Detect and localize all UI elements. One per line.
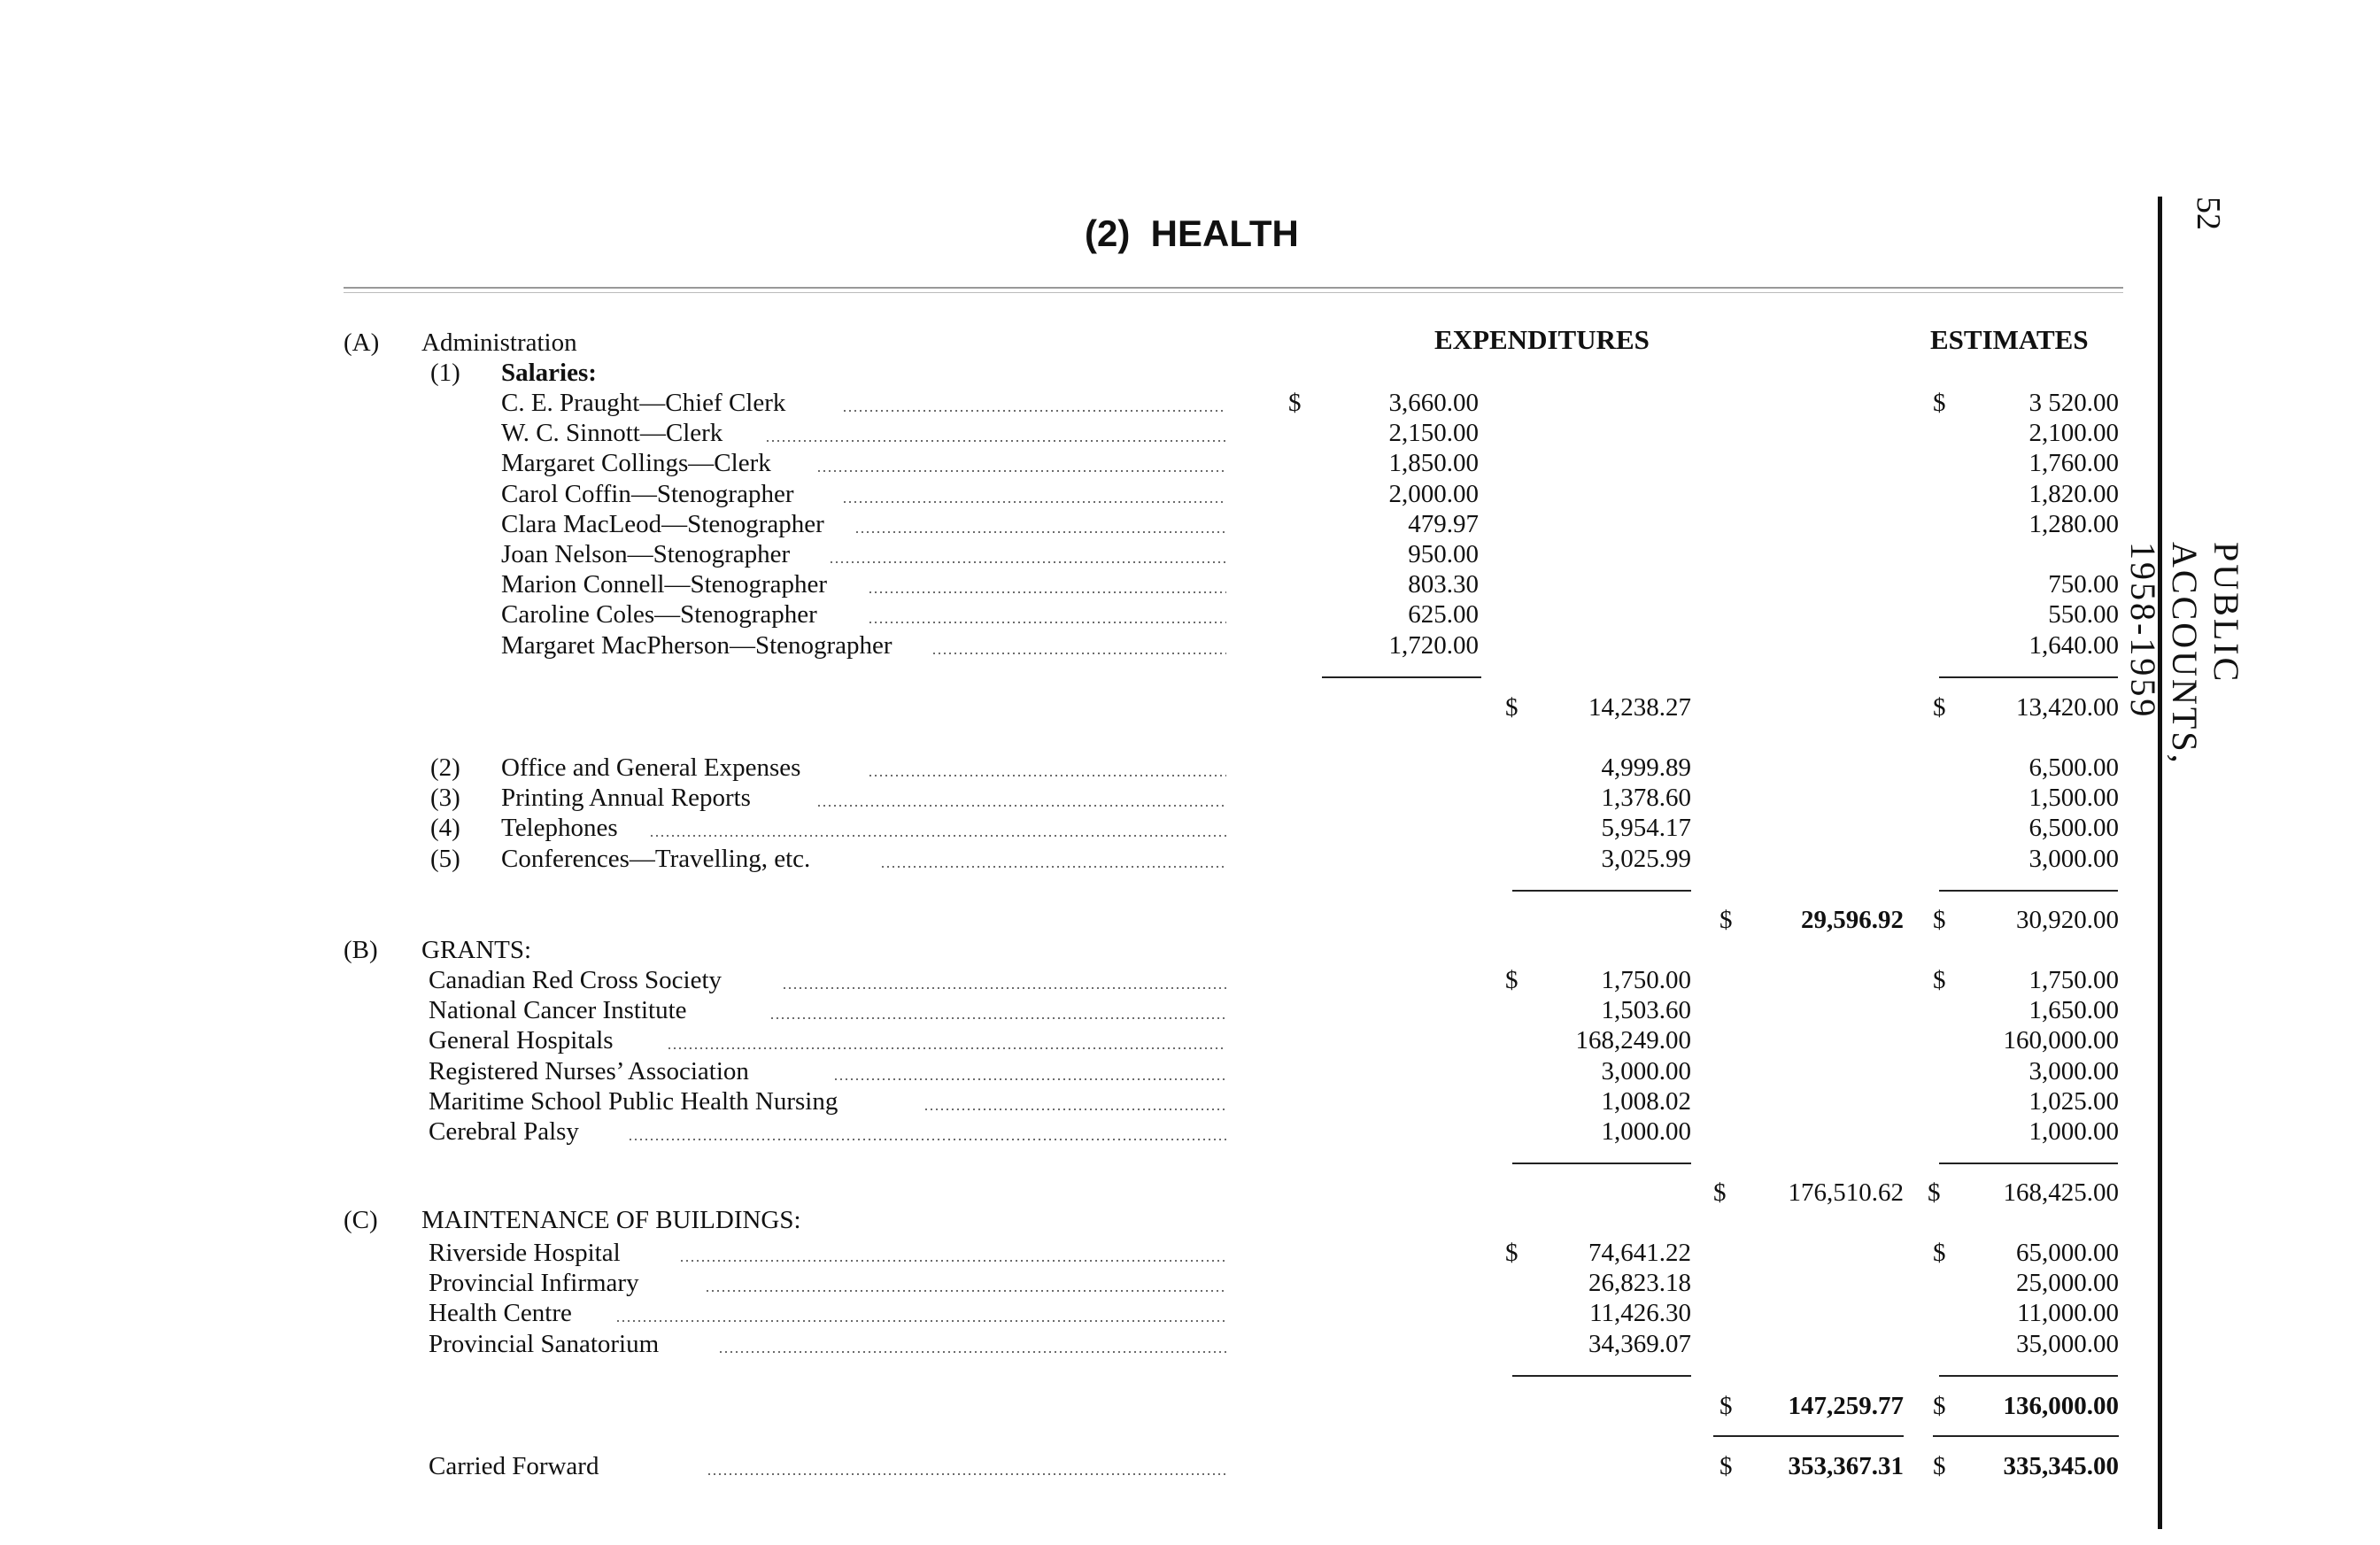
salaries-label: Salaries: — [501, 359, 597, 387]
building-leader — [615, 1320, 1226, 1322]
section-b-marker: (B) — [344, 936, 378, 964]
grant-name: Cerebral Palsy — [429, 1117, 579, 1146]
maintenance-total-exp: 147,259.77 — [1788, 1392, 1904, 1420]
salary-est: 1,640.00 — [2028, 630, 2119, 660]
salary-name: Clara MacLeod—Stenographer — [501, 509, 824, 538]
salary-est: 1,820.00 — [2028, 479, 2119, 508]
grants-exp-rule — [1512, 1163, 1691, 1164]
maintenance-total-est: 136,000.00 — [2003, 1392, 2119, 1420]
admin-est-rule — [1939, 890, 2118, 892]
admin-exp-rule — [1512, 890, 1691, 892]
grant-leader — [667, 1047, 1226, 1049]
grant-exp: 168,249.00 — [1575, 1026, 1691, 1055]
carried-forward-est: 335,345.00 — [2003, 1452, 2119, 1480]
salary-exp: 950.00 — [1408, 540, 1479, 568]
salary-leader — [868, 591, 1226, 593]
estimates-header: ESTIMATES — [1930, 324, 2089, 355]
grant-exp-symbol: $ — [1505, 966, 1518, 994]
salary-leader — [842, 410, 1226, 412]
salary-name: Marion Connell—Stenographer — [501, 570, 828, 599]
salary-name: Margaret MacPherson—Stenographer — [501, 630, 892, 660]
admin-item-exp: 4,999.89 — [1601, 753, 1691, 782]
salary-leader — [868, 622, 1226, 623]
expenditures-header: EXPENDITURES — [1434, 324, 1650, 355]
grant-est: 3,000.00 — [2028, 1056, 2119, 1085]
salary-est-symbol: $ — [1933, 389, 1946, 417]
salaries-total-exp-symbol: $ — [1505, 693, 1518, 722]
building-name: Health Centre — [429, 1299, 572, 1328]
salary-est: 1,280.00 — [2028, 509, 2119, 538]
salary-exp: 625.00 — [1408, 600, 1479, 630]
section-c-marker: (C) — [344, 1206, 378, 1234]
title-rule — [344, 287, 2123, 289]
salary-est: 2,100.00 — [2028, 419, 2119, 448]
salary-exp: 803.30 — [1408, 570, 1479, 599]
building-name: Provincial Sanatorium — [429, 1329, 660, 1358]
salaries-est-rule — [1939, 676, 2118, 678]
salaries-marker: (1) — [430, 359, 460, 387]
grant-est: 1,025.00 — [2028, 1086, 2119, 1116]
salary-exp: 1,850.00 — [1388, 449, 1479, 478]
forward-est-rule — [1933, 1435, 2119, 1437]
page-number: 52 — [2190, 197, 2227, 230]
grants-total-exp-symbol: $ — [1713, 1178, 1727, 1207]
salary-leader — [765, 440, 1226, 442]
admin-item-est: 1,500.00 — [2028, 784, 2119, 813]
carried-forward-est-symbol: $ — [1933, 1452, 1946, 1480]
salary-name: W. C. Sinnott—Clerk — [501, 419, 723, 448]
building-est: 25,000.00 — [2016, 1269, 2119, 1298]
salary-exp: 1,720.00 — [1388, 630, 1479, 660]
building-exp: 26,823.18 — [1588, 1269, 1691, 1298]
building-exp: 11,426.30 — [1589, 1299, 1691, 1328]
salaries-total-est: 13,420.00 — [2016, 693, 2119, 722]
grant-name: Maritime School Public Health Nursing — [429, 1086, 838, 1116]
salaries-total-exp: 14,238.27 — [1588, 693, 1691, 722]
salaries-exp-rule — [1322, 676, 1481, 678]
running-title: PUBLIC ACCOUNTS, 1958-1959 — [2123, 542, 2246, 766]
grant-est: 1,750.00 — [2028, 966, 2119, 994]
salary-name: Carol Coffin—Stenographer — [501, 479, 794, 508]
section-a-label: Administration — [421, 328, 577, 357]
building-leader — [679, 1260, 1226, 1262]
admin-item-est: 6,500.00 — [2028, 753, 2119, 782]
admin-item-leader — [868, 775, 1226, 776]
salaries-total-est-symbol: $ — [1933, 693, 1946, 722]
admin-item-est: 6,500.00 — [2028, 814, 2119, 843]
grant-leader — [769, 1017, 1226, 1019]
admin-item-name: Printing Annual Reports — [501, 784, 751, 813]
admin-item-leader — [816, 805, 1226, 807]
building-est: 65,000.00 — [2016, 1239, 2119, 1267]
salary-exp: 479.97 — [1408, 509, 1479, 538]
section-a-marker: (A) — [344, 328, 380, 357]
admin-item-name: Conferences—Travelling, etc. — [501, 844, 811, 873]
admin-item-exp: 3,025.99 — [1601, 844, 1691, 873]
grant-name: Registered Nurses’ Association — [429, 1056, 749, 1085]
salary-name: Joan Nelson—Stenographer — [501, 540, 791, 568]
grants-total-exp: 176,510.62 — [1788, 1178, 1904, 1207]
maintenance-est-rule — [1939, 1375, 2118, 1377]
salary-exp: 2,150.00 — [1388, 419, 1479, 448]
grant-est: 160,000.00 — [2003, 1026, 2119, 1055]
building-leader — [718, 1351, 1226, 1353]
admin-item-marker: (3) — [430, 784, 460, 813]
admin-item-exp: 5,954.17 — [1601, 814, 1691, 843]
section-b-label: GRANTS: — [421, 936, 532, 964]
salary-leader — [931, 653, 1226, 654]
grant-leader — [923, 1109, 1226, 1110]
salary-est: 3 520.00 — [2028, 389, 2119, 417]
building-leader — [705, 1290, 1226, 1292]
grant-exp: 1,008.02 — [1601, 1086, 1691, 1116]
admin-item-leader — [880, 866, 1226, 868]
grants-total-est: 168,425.00 — [2003, 1178, 2119, 1207]
grant-est-symbol: $ — [1933, 966, 1946, 994]
carried-forward-exp-symbol: $ — [1719, 1452, 1733, 1480]
admin-total-exp: 29,596.92 — [1801, 906, 1904, 934]
grant-est: 1,000.00 — [2028, 1117, 2119, 1146]
salary-est: 550.00 — [2048, 600, 2119, 630]
building-est: 35,000.00 — [2016, 1329, 2119, 1358]
maintenance-total-exp-symbol: $ — [1719, 1392, 1733, 1420]
grant-exp: 1,503.60 — [1601, 996, 1691, 1025]
grant-exp: 1,750.00 — [1601, 966, 1691, 994]
building-exp-symbol: $ — [1505, 1239, 1518, 1267]
forward-exp-rule — [1713, 1435, 1904, 1437]
admin-total-est: 30,920.00 — [2016, 906, 2119, 934]
salary-leader — [842, 501, 1226, 503]
building-exp: 74,641.22 — [1588, 1239, 1691, 1267]
admin-item-name: Office and General Expenses — [501, 753, 801, 782]
admin-item-marker: (2) — [430, 753, 460, 782]
carried-forward-label: Carried Forward — [429, 1452, 599, 1480]
admin-item-marker: (5) — [430, 844, 460, 873]
building-est-symbol: $ — [1933, 1239, 1946, 1267]
building-exp: 34,369.07 — [1588, 1329, 1691, 1358]
grants-est-rule — [1939, 1163, 2118, 1164]
salary-name: C. E. Praught—Chief Clerk — [501, 389, 786, 417]
grant-exp: 1,000.00 — [1601, 1117, 1691, 1146]
margin-rule — [2158, 197, 2162, 1529]
admin-total-exp-symbol: $ — [1719, 906, 1733, 934]
salary-name: Caroline Coles—Stenographer — [501, 600, 817, 630]
grant-est: 1,650.00 — [2028, 996, 2119, 1025]
salary-est: 1,760.00 — [2028, 449, 2119, 478]
admin-item-name: Telephones — [501, 814, 618, 843]
admin-total-est-symbol: $ — [1933, 906, 1946, 934]
building-name: Riverside Hospital — [429, 1239, 621, 1267]
admin-item-exp: 1,378.60 — [1601, 784, 1691, 813]
grant-leader — [782, 987, 1226, 989]
salary-name: Margaret Collings—Clerk — [501, 449, 771, 478]
grant-leader — [628, 1139, 1226, 1140]
carried-forward-exp: 353,367.31 — [1788, 1452, 1904, 1480]
grant-name: General Hospitals — [429, 1026, 614, 1055]
salary-leader — [829, 561, 1226, 563]
grant-leader — [833, 1078, 1226, 1080]
salary-exp: 2,000.00 — [1388, 479, 1479, 508]
grant-name: National Cancer Institute — [429, 996, 687, 1025]
salary-exp: 3,660.00 — [1388, 389, 1479, 417]
grant-exp: 3,000.00 — [1601, 1056, 1691, 1085]
carried-forward-leader — [707, 1473, 1226, 1475]
building-name: Provincial Infirmary — [429, 1269, 639, 1298]
salary-leader — [816, 470, 1226, 472]
section-c-label: MAINTENANCE OF BUILDINGS: — [421, 1206, 801, 1234]
salary-exp-symbol: $ — [1288, 389, 1302, 417]
page-title: (2) HEALTH — [1085, 212, 1299, 254]
admin-item-est: 3,000.00 — [2028, 844, 2119, 873]
admin-item-marker: (4) — [430, 814, 460, 843]
admin-item-leader — [649, 835, 1226, 837]
maintenance-exp-rule — [1512, 1375, 1691, 1377]
title-rule-2 — [344, 292, 2123, 293]
salary-leader — [854, 531, 1226, 533]
building-est: 11,000.00 — [2017, 1299, 2119, 1328]
salary-est: 750.00 — [2048, 570, 2119, 599]
grant-name: Canadian Red Cross Society — [429, 966, 722, 994]
maintenance-total-est-symbol: $ — [1933, 1392, 1946, 1420]
grants-total-est-symbol: $ — [1928, 1178, 1941, 1207]
